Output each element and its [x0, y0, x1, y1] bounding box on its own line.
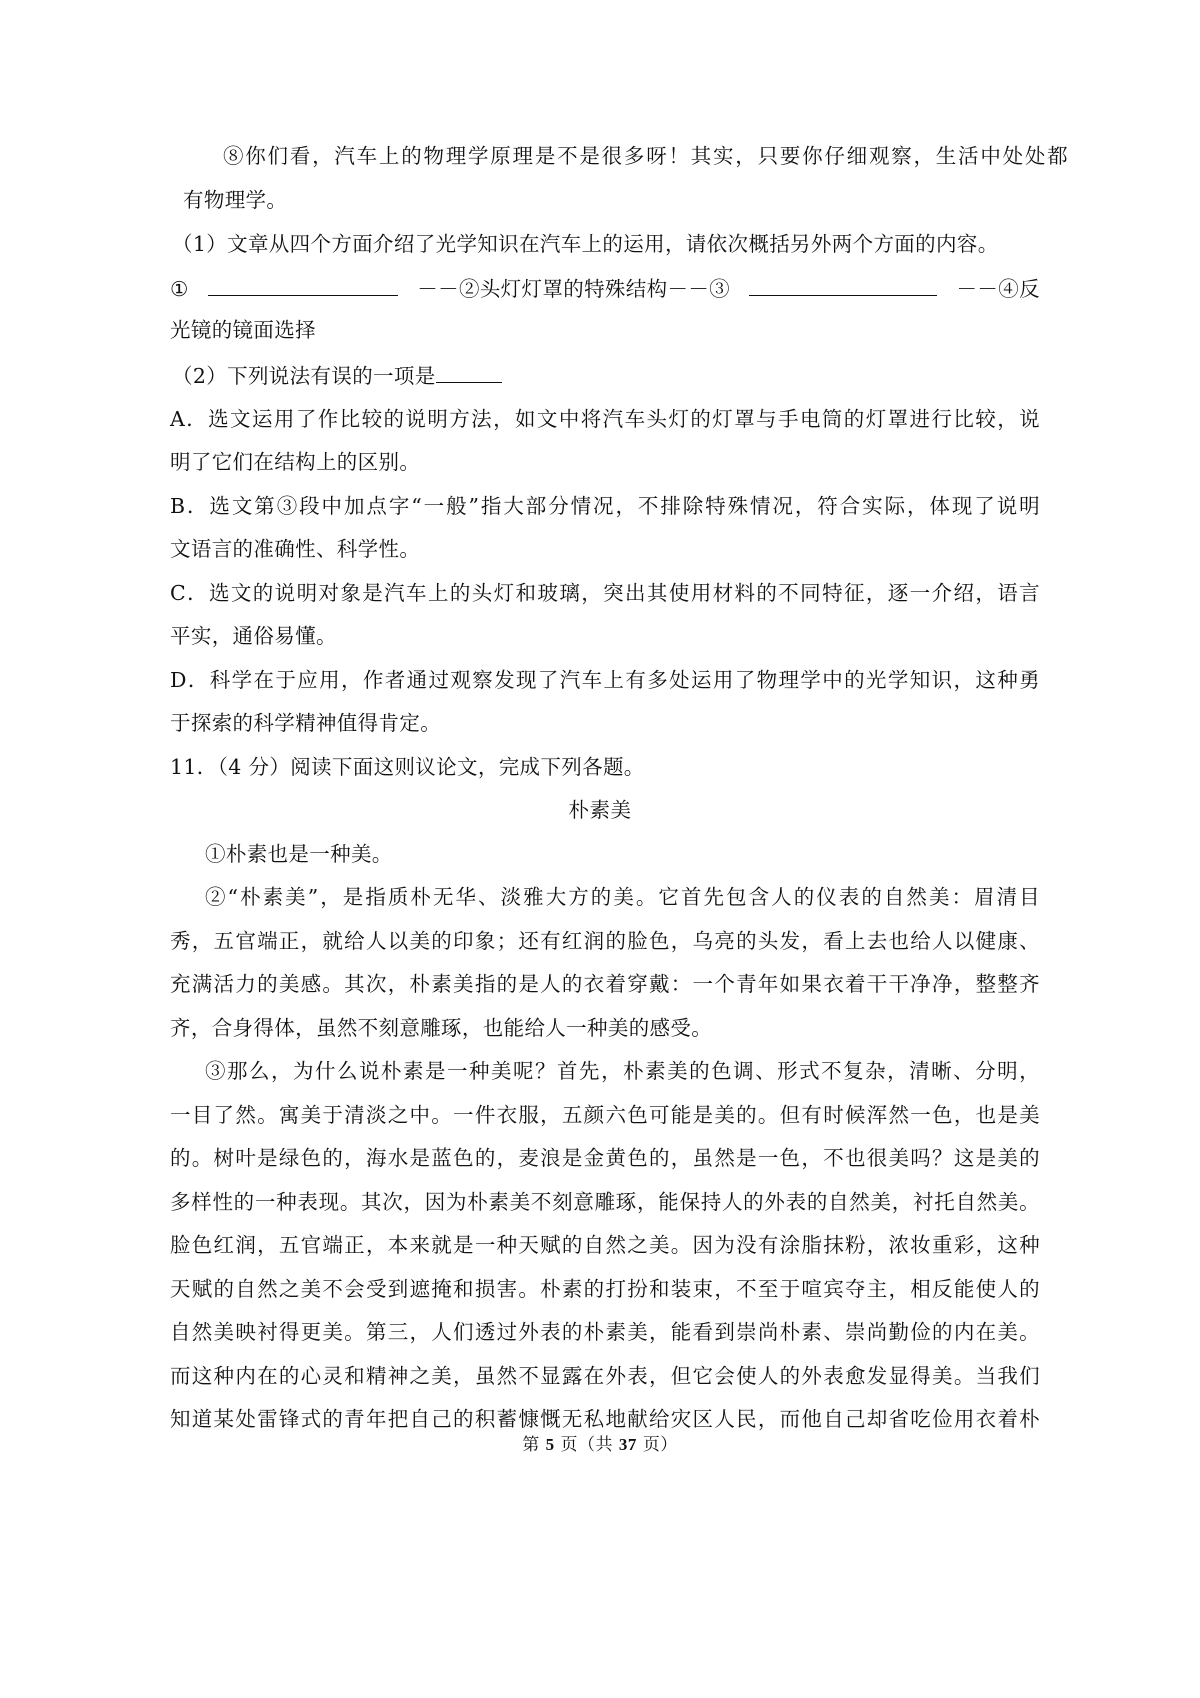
footer-suffix: 页） — [642, 1435, 678, 1455]
article-paragraph-2-line-4: 齐，合身得体，虽然不刻意雕琢，也能给人一种美的感受。 — [170, 1016, 713, 1040]
question-10-1-prompt: （1）文章从四个方面介绍了光学知识在汽车上的运用，请依次概括另外两个方面的内容。 — [172, 232, 999, 256]
footer-middle: 页（共 — [560, 1435, 613, 1455]
article-paragraph-3-line-6: 天赋的自然之美不会受到遮掩和损害。朴素的打扮和装束，不至于喧宾夺主，相反能使人的 — [170, 1277, 1040, 1301]
paragraph-8-line-2: 有物理学。 — [183, 188, 288, 212]
fill-marker-1: ① — [170, 277, 189, 301]
article-paragraph-3-line-2: 一目了然。寓美于清淡之中。一件衣服，五颜六色可能是美的。但有时候浑然一色，也是美 — [170, 1103, 1040, 1127]
question-10-2-prompt: （2）下列说法有误的一项是 — [172, 364, 436, 388]
option-c-line-1: C．选文的说明对象是汽车上的头灯和玻璃，突出其使用材料的不同特征，逐一介绍，语言 — [170, 581, 1040, 605]
paragraph-8-line-1: ⑧你们看，汽车上的物理学原理是不是很多呀！其实，只要你仔细观察，生活中处处都 — [223, 144, 1068, 168]
article-paragraph-3-line-7: 自然美映衬得更美。第三，人们透过外表的朴素美，能看到崇尚朴素、崇尚勤俭的内在美。 — [170, 1320, 1040, 1344]
footer-total-pages: 37 — [618, 1435, 637, 1454]
option-c-line-2: 平实，通俗易懂。 — [170, 624, 337, 648]
article-paragraph-3-line-9: 知道某处雷锋式的青年把自己的积蓄慷慨无私地献给灾区人民，而他自己却省吃俭用衣着朴 — [170, 1407, 1040, 1431]
option-b-line-1: B．选文第③段中加点字“一般”指大部分情况，不排除特殊情况，符合实际，体现了说明 — [170, 494, 1040, 518]
fill-in-row — [170, 273, 1040, 303]
article-paragraph-2-line-3: 充满活力的美感。其次，朴素美指的是人的衣着穿戴：一个青年如果衣着干干净净，整整齐 — [170, 972, 1040, 996]
footer-prefix: 第 — [522, 1435, 540, 1455]
page-footer — [0, 1434, 1200, 1456]
option-a-line-1: A．选文运用了作比较的说明方法，如文中将汽车头灯的灯罩与手电筒的灯罩进行比较，说 — [170, 407, 1040, 431]
article-paragraph-2-line-2: 秀，五官端正，就给人以美的印象；还有红润的脸色，乌亮的头发，看上去也给人以健康、 — [170, 929, 1040, 953]
question-11-heading: 11．（4 分）阅读下面这则议论文，完成下列各题。 — [170, 755, 645, 779]
article-paragraph-3-line-1: ③那么，为什么说朴素是一种美呢？首先，朴素美的色调、形式不复杂，清晰、分明， — [205, 1059, 1040, 1083]
article-paragraph-1: ①朴素也是一种美。 — [205, 842, 393, 866]
option-d-line-2: 于探索的科学精神值得肯定。 — [170, 711, 442, 735]
option-d-line-1: D．科学在于应用，作者通过观察发现了汽车上有多处运用了物理学中的光学知识，这种勇 — [170, 668, 1040, 692]
article-paragraph-2-line-1: ②“朴素美”，是指质朴无华、淡雅大方的美。它首先包含人的仪表的自然美：眉清目 — [205, 885, 1040, 909]
footer-page-number: 5 — [545, 1435, 555, 1454]
article-paragraph-3-line-5: 脸色红润，五官端正，本来就是一种天赋的自然之美。因为没有涂脂抹粉，浓妆重彩，这种 — [170, 1233, 1040, 1257]
fill-in-row-continued: 光镜的镜面选择 — [170, 318, 316, 342]
option-b-line-2: 文语言的准确性、科学性。 — [170, 537, 421, 561]
fill-middle-text: －－②头灯灯罩的特殊结构－－③ — [417, 277, 731, 301]
article-title: 朴素美 — [568, 798, 632, 822]
answer-blank-3[interactable] — [749, 273, 937, 296]
fill-end-text: －－④反 — [956, 277, 1040, 301]
answer-blank-1[interactable] — [208, 273, 398, 296]
question-10-2-prompt-row — [172, 360, 1017, 390]
article-paragraph-3-line-8: 而这种内在的心灵和精神之美，虽然不显露在外表，但它会使人的外表愈发显得美。当我们 — [170, 1364, 1040, 1388]
article-paragraph-3-line-4: 多样性的一种表现。其次，因为朴素美不刻意雕琢，能保持人的外表的自然美，衬托自然美。 — [170, 1190, 1040, 1214]
article-paragraph-3-line-3: 的。树叶是绿色的，海水是蓝色的，麦浪是金黄色的，虽然是一色，不也很美吗？这是美的 — [170, 1146, 1040, 1170]
answer-blank-2[interactable] — [436, 360, 502, 383]
option-a-line-2: 明了它们在结构上的区别。 — [170, 450, 421, 474]
